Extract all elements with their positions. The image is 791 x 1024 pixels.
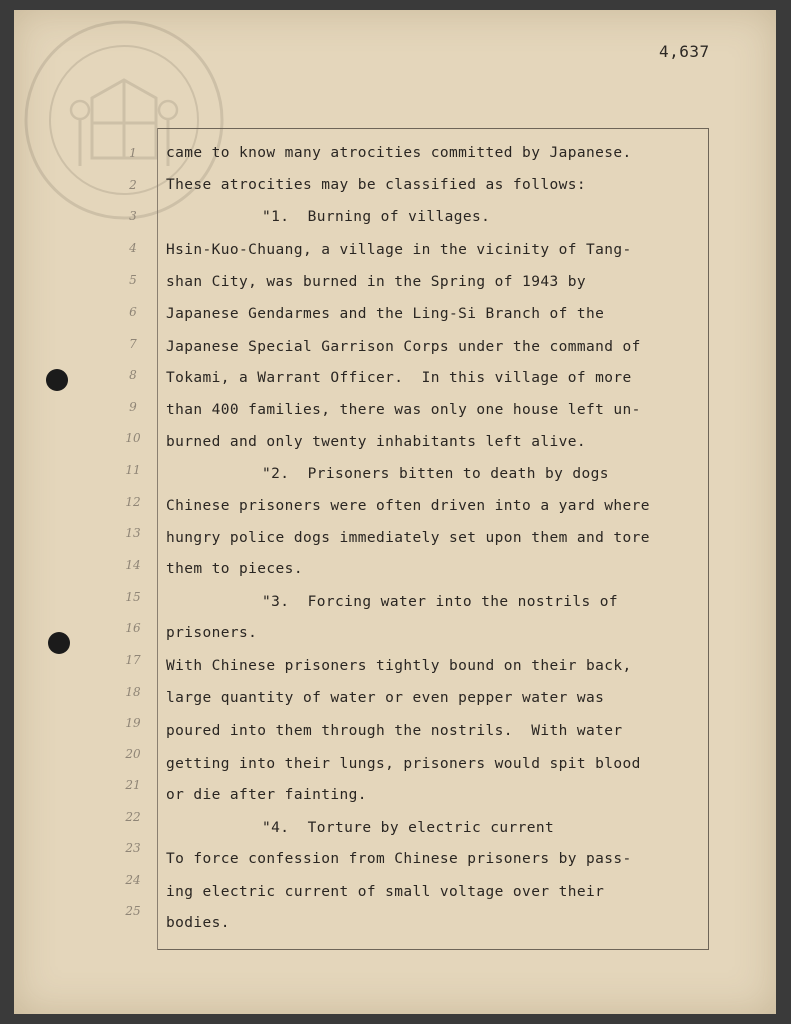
line-number: 16: [125, 621, 141, 635]
text-line: To force confession from Chinese prisoners by pass-: [166, 851, 632, 867]
section-heading: "3. Forcing water into the nostrils of: [262, 594, 619, 610]
text-line: shan City, was burned in the Spring of 1943 by: [166, 274, 586, 290]
line-number: 10: [125, 431, 141, 445]
text-line: Japanese Gendarmes and the Ling-Si Branch of the: [166, 306, 605, 322]
text-line: These atrocities may be classified as follows:: [166, 177, 586, 193]
line-number: 19: [125, 716, 141, 730]
line-number: 24: [125, 873, 141, 887]
text-line: bodies.: [166, 915, 230, 931]
text-line: ing electric current of small voltage over their: [166, 884, 605, 900]
text-line: them to pieces.: [166, 561, 303, 577]
text-line: With Chinese prisoners tightly bound on their back,: [166, 658, 632, 674]
text-line: large quantity of water or even pepper water was: [166, 690, 605, 706]
section-heading: "1. Burning of villages.: [262, 209, 491, 225]
line-number: 25: [125, 904, 141, 918]
line-number: 14: [125, 558, 141, 572]
text-line: than 400 families, there was only one house left un-: [166, 402, 641, 418]
line-number: 1: [129, 146, 137, 160]
line-number: 5: [129, 273, 137, 287]
punch-hole: [46, 369, 68, 391]
line-number: 17: [125, 653, 141, 667]
punch-hole: [48, 632, 70, 654]
line-number: 18: [125, 685, 141, 699]
line-number: 20: [125, 747, 141, 761]
line-number: 11: [125, 463, 141, 477]
text-line: or die after fainting.: [166, 787, 367, 803]
text-line: getting into their lungs, prisoners would spit blood: [166, 756, 641, 772]
text-line: Hsin-Kuo-Chuang, a village in the vicinity of Tang-: [166, 242, 632, 258]
text-line: poured into them through the nostrils. With water: [166, 723, 623, 739]
text-line: Tokami, a Warrant Officer. In this village of more: [166, 370, 632, 386]
text-line: hungry police dogs immediately set upon them and tore: [166, 530, 650, 546]
margin-rule: [157, 128, 158, 950]
line-number: 4: [129, 241, 137, 255]
line-number: 7: [129, 337, 137, 351]
text-line: Chinese prisoners were often driven into a yard where: [166, 498, 650, 514]
section-heading: "4. Torture by electric current: [262, 820, 555, 836]
line-number: 12: [125, 495, 141, 509]
line-number: 6: [129, 305, 137, 319]
line-number: 23: [125, 841, 141, 855]
line-number: 22: [125, 810, 141, 824]
text-line: burned and only twenty inhabitants left alive.: [166, 434, 586, 450]
line-number: 15: [125, 590, 141, 604]
text-line: came to know many atrocities committed by Japanese.: [166, 145, 632, 161]
line-number: 2: [129, 178, 137, 192]
text-line: Japanese Special Garrison Corps under the command of: [166, 339, 641, 355]
section-heading: "2. Prisoners bitten to death by dogs: [262, 466, 609, 482]
line-number: 13: [125, 526, 141, 540]
page-number: 4,637: [659, 42, 710, 61]
text-line: prisoners.: [166, 625, 258, 641]
line-number: 9: [129, 400, 137, 414]
line-number: 8: [129, 368, 137, 382]
line-number: 3: [129, 209, 137, 223]
line-number: 21: [125, 778, 141, 792]
